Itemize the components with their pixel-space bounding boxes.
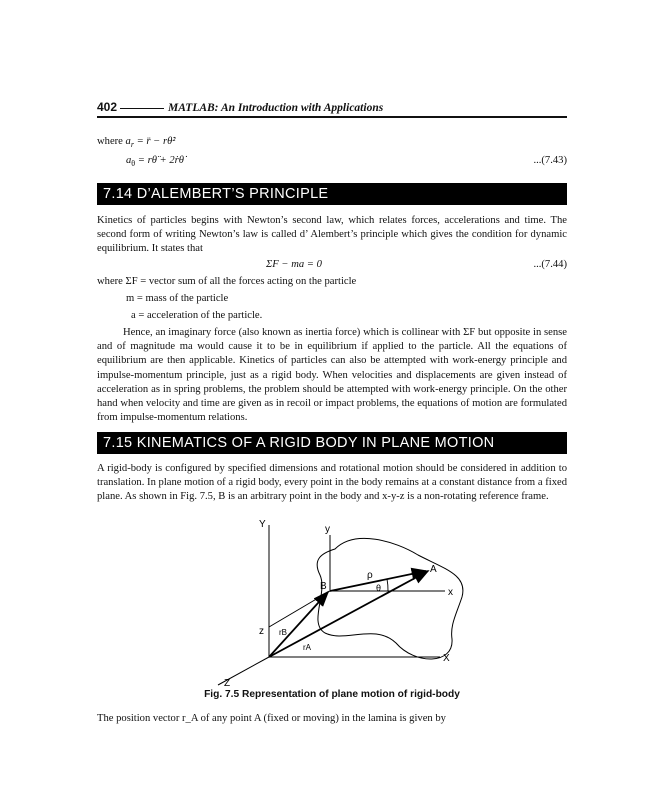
dalembert-intro-paragraph: Kinetics of particles begins with Newton’s second law, which relates forces, accelerations and time. The second form of writing Newton’s law is called d’ Alembert’s principle which gives the condition for dynamic equilibrium. It states that [97, 215, 567, 255]
eq-number-744: ...(7.44) [533, 259, 567, 270]
dalembert-equation: ΣF − ma = 0 [266, 259, 322, 270]
eq-number-743: ...(7.43) [533, 155, 567, 166]
ar-symbol: a [125, 136, 131, 147]
eq-atheta-line [126, 154, 184, 171]
where-sum-forces: where ΣF = vector sum of all the forces acting on the particle [97, 276, 357, 287]
atheta-symbol: a [126, 155, 132, 166]
where-mass: m = mass of the particle [126, 293, 229, 304]
header-rule [97, 116, 567, 118]
atheta-expression: = rθ̈ + 2ṙθ̇ [135, 155, 184, 166]
label-theta: θ [376, 583, 382, 593]
atheta-subscript: θ [131, 159, 136, 169]
z-axis-moving [269, 591, 330, 627]
label-z: z [259, 626, 264, 637]
label-Y: Y [259, 519, 266, 530]
figure-7-5-diagram [160, 515, 500, 695]
rA-vector [269, 571, 428, 657]
closing-sentence: The position vector r_A of any point A (fixed or moving) in the lamina is given by [97, 713, 446, 724]
where-acceleration: a = acceleration of the particle. [131, 310, 263, 321]
label-A: A [430, 564, 437, 575]
page-number: 402 [97, 100, 118, 114]
label-Z: Z [224, 678, 231, 689]
ar-subscript: r [130, 140, 134, 150]
label-rho: ρ [367, 570, 373, 581]
section-heading-7-15: 7.15 KINEMATICS OF A RIGID BODY IN PLANE MOTION [97, 432, 567, 454]
header-dash [120, 108, 164, 109]
inertia-force-paragraph: Hence, an imaginary force (also known as inertia force) which is collinear with ΣF but opposite in sense and of magnitude ma would cause it to be in equilibrium if applied to the particle. All the equations of equilibrium are then applicable. Kinetics of particles can also be attempted with work-energy principle and impulse-momentum principle, just as a rigid body. When velocities and displacements are given instead of acceleration as in spring problems, the problem should be attempted with work-energy principle. On the other hand when velocity and time are given as in recoil or impact problems, the equations of motion are formulated from impulse-momentum relations. [97, 327, 567, 424]
section-heading-7-14: 7.14 D’ALEMBERT’S PRINCIPLE [97, 183, 567, 205]
label-rA: rA [303, 643, 311, 652]
label-x: x [448, 587, 453, 598]
label-X: X [443, 653, 450, 664]
book-title: MATLAB: An Introduction with Applications [168, 102, 384, 114]
figure-caption: Fig. 7.5 Representation of plane motion of rigid-body [204, 689, 460, 700]
eq-ar-line [97, 135, 176, 152]
label-rB: rB [279, 628, 287, 637]
where-word: where [97, 136, 123, 147]
rigid-body-lamina-outline [317, 538, 463, 659]
running-header [97, 100, 567, 114]
rigid-body-paragraph: A rigid-body is configured by specified dimensions and rotational motion should be considered in addition to translation. In plane motion of a rigid body, every point in the body remains at a constant distance from a fixed plane. As shown in Fig. 7.5, B is an arbitrary point in the body and x-y-z is a non-rotating reference frame. [97, 463, 567, 503]
ar-expression: = r̈ − rθ̇² [133, 136, 176, 147]
label-B: B [320, 581, 327, 592]
label-y: y [325, 524, 330, 535]
theta-angle-arc [387, 579, 388, 591]
